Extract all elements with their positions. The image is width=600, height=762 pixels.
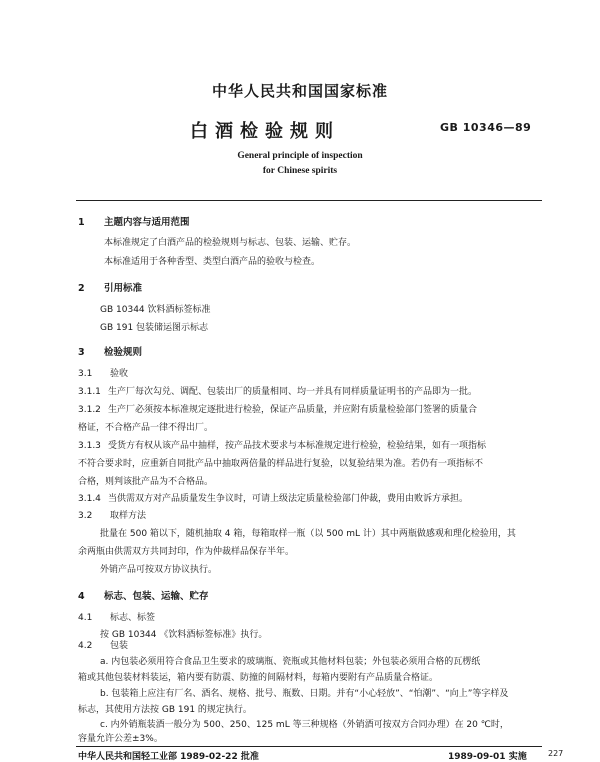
clause-3-1: 3.1 验收 [78, 369, 129, 379]
standard-number: GB 10346—89 [440, 121, 532, 134]
english-title-line-2: for Chinese spirits [262, 166, 338, 176]
approval-line: 中华人民共和国轻工业部 1989-02-22 批准 [78, 752, 259, 762]
implementation-date: 1989-09-01 实施 [448, 752, 527, 762]
paragraph: 批量在 500 箱以下，随机抽取 4 箱，每箱取样一瓶（以 500 mL 计）其中两瓶做感观和理化检验用，其 [100, 529, 516, 539]
list-item-b-cont: 标志，其使用方法按 GB 191 的规定执行。 [78, 705, 252, 715]
clause-4-1: 4.1 标志、标签 [78, 613, 156, 623]
list-item-c: c. 内外销瓶装酒一般分为 500、250、125 mL 等三种规格（外销酒可按双方合同办理）在 20 ℃时， [100, 720, 509, 730]
clause-3-2: 3.2 取样方法 [78, 511, 147, 521]
reference-item: GB 191 包装储运图示标志 [100, 323, 209, 333]
national-standard-heading: 中华人民共和国国家标准 [211, 82, 388, 100]
list-item-a: a. 内包装必须用符合食品卫生要求的玻璃瓶、瓷瓶或其他材料包装；外包装必须用合格的瓦楞纸 [100, 657, 481, 667]
english-title-line-1: General principle of inspection [237, 151, 363, 161]
section-1-heading: 1 主题内容与适用范围 [78, 217, 190, 228]
paragraph: 按 GB 10344 《饮料酒标签标准》执行。 [100, 630, 268, 640]
document-title: 白酒检验规则 [190, 121, 340, 142]
clause-3-1-3-cont: 合格，则判该批产品为不合格品。 [78, 477, 214, 487]
paragraph: 余两瓶由供需双方共同封印，作为仲裁样品保存半年。 [78, 547, 295, 557]
clause-3-1-2: 3.1.2 生产厂必须按本标准规定逐批进行检验，保证产品质量，并应附有质量检验部门签署的质量合 [78, 405, 478, 415]
section-3-heading: 3 检验规则 [78, 347, 143, 358]
footer-rule [76, 746, 542, 747]
list-item-b: b. 包装箱上应注有厂名、酒名、规格、批号、瓶数、日期。并有“小心轻放”、“怕潮”、“向上”等字样及 [100, 689, 509, 699]
clause-3-1-4: 3.1.4 当供需双方对产品质量发生争议时，可请上级法定质量检验部门仲裁，费用由败诉方承担。 [78, 494, 469, 504]
clause-3-1-3-cont: 不符合要求时，应重新自同批产品中抽取两倍量的样品进行复验，以复验结果为准。若仍有一项指标不 [78, 459, 484, 469]
section-4-heading: 4 标志、包装、运输、贮存 [78, 591, 209, 602]
clause-3-1-1: 3.1.1 生产厂每次勾兑、调配、包装出厂的质量相同、均一并具有同样质量证明书的产品即为一批。 [78, 387, 478, 397]
list-item-c-cont: 容量允许公差±3%。 [78, 734, 163, 744]
paragraph: 外销产品可按双方协议执行。 [100, 565, 218, 575]
section-2-heading: 2 引用标准 [78, 283, 143, 294]
paragraph: 本标准适用于各种香型、类型白酒产品的验收与检查。 [104, 257, 321, 267]
list-item-a-cont: 箱或其他包装材料装运，箱内要有防震、防撞的间隔材料，每箱内要附有产品质量合格证。 [78, 673, 439, 683]
reference-item: GB 10344 饮料酒标签标准 [100, 305, 211, 315]
clause-4-2: 4.2 包装 [78, 641, 129, 651]
page-number: 227 [548, 749, 564, 758]
clause-3-1-3: 3.1.3 受货方有权从该产品中抽样，按产品技术要求与本标准规定进行检验，检验结果，如有一项指标 [78, 441, 487, 451]
clause-3-1-2-cont: 格证，不合格产品一律不得出厂。 [78, 423, 214, 433]
paragraph: 本标准规定了白酒产品的检验规则与标志、包装、运输、贮存。 [104, 238, 357, 248]
header-rule [76, 200, 542, 201]
